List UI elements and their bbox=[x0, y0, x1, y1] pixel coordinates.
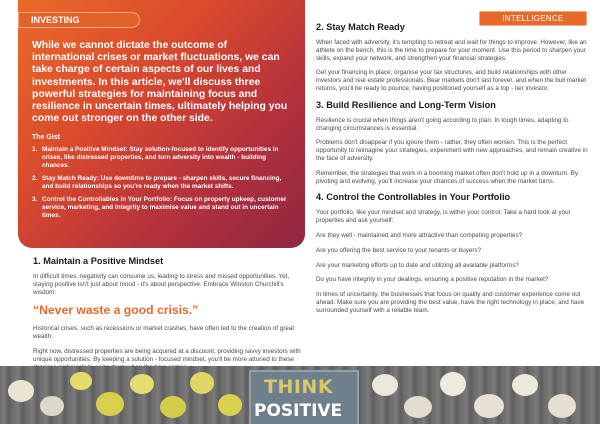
intro-paragraph: While we cannot dictate the outcome of international crises or market fluctuations, we can take charge of certain aspects of our lives and investments. In this article, we'll discuss three powerful strategies for maintaining focus and resilience in uncertain times, ultimately helping you come out stronger on the other side. bbox=[32, 40, 288, 125]
section-1-heading: 1. Maintain a Positive Mindset bbox=[33, 256, 164, 266]
crumpled-paper-white bbox=[440, 372, 466, 396]
section-3-paragraph-1: Resilience is crucial when things aren't going according to plan. In tough times, adapting to changing circumstances is essential. bbox=[316, 116, 569, 132]
sign-line-think: THINK bbox=[264, 376, 334, 398]
gist-item-number: 3. bbox=[32, 196, 38, 204]
investing-tag: INVESTING bbox=[18, 12, 140, 28]
left-column bbox=[33, 256, 305, 378]
crumpled-paper-white bbox=[8, 380, 34, 402]
crumpled-paper-yellow bbox=[160, 396, 186, 418]
section-3-heading: 3. Build Resilience and Long-Term Vision bbox=[316, 99, 496, 110]
section-1-paragraph-3: Right now, distressed properties are being acquired at a discount, providing savvy investors with unique opportunities. By keeping a solution - focused mindset, you'll be more attuned to these bbox=[33, 347, 301, 363]
pull-quote: “Never waste a good crisis.” bbox=[33, 303, 199, 318]
think-positive-sign bbox=[249, 370, 359, 424]
sign-line-positive: POSITIVE bbox=[254, 401, 343, 421]
section-4-question-3: Are your marketing efforts up to date and utilizing all available platforms? bbox=[316, 261, 519, 269]
section-4-paragraph-1: Your portfolio, like your mindset and strategy, is within your control. Take a hard look at your properties and ask yourself: bbox=[316, 209, 571, 225]
gist-list bbox=[32, 146, 291, 219]
section-4-heading: 4. Control the Controllables in Your Portfolio bbox=[316, 192, 511, 203]
gist-item bbox=[32, 196, 291, 219]
section-1-paragraph-1: In difficult times, negativity can consume us, leading to stress and missed opportunities. Yet, staying positive isn't just about mood - it's about perspective. Embrace Winston Churchill's wisdom: bbox=[33, 273, 290, 296]
gist-item-number: 2. bbox=[32, 175, 38, 183]
crumpled-paper-yellow bbox=[190, 372, 214, 394]
section-3-paragraph-2: Problems don't disappear if you ignore them - rather, they often worsen. This is the perfect opportunity to reimagine your strategies, experiment with new approaches, and remain creative in the face of adversity. bbox=[316, 139, 588, 162]
section-4-question-2: Are you offering the best service to your tenants or buyers? bbox=[316, 246, 482, 254]
section-3-paragraph-3: Remember, the strategies that work in a booming market often don't hold up in a downturn. By pivoting and evolving, you'll increase your chances of success when the market turns. bbox=[316, 169, 578, 185]
section-4-question-1: Are they well - maintained and more attractive than competing properties? bbox=[316, 231, 523, 239]
crumpled-paper-white bbox=[512, 374, 538, 396]
gist-title: The Gist bbox=[32, 134, 61, 142]
intro-hero-panel bbox=[18, 0, 305, 248]
section-2-heading: 2. Stay Match Ready bbox=[316, 22, 405, 32]
crumpled-paper-yellow bbox=[130, 374, 154, 394]
gist-item bbox=[32, 146, 291, 169]
gist-item-number: 1. bbox=[32, 146, 38, 154]
section-4-question-4: Do you have integrity in your dealings, ensuring a positive reputation in the market? bbox=[316, 276, 549, 284]
gist-item-text: Stay Match Ready: Use downtime to prepare - sharpen skills, secure financing, and build relationships so you're ready when the market shifts. bbox=[42, 175, 282, 190]
think-positive-photo bbox=[0, 366, 600, 424]
crumpled-paper-white bbox=[40, 396, 64, 416]
crumpled-paper-white bbox=[404, 396, 432, 418]
gist-item-text: Maintain a Positive Mindset: Stay solution-focused to identify opportunities in crises, like distressed properties, and turn adversity into wealth - building chances. bbox=[42, 146, 279, 169]
crumpled-paper-white bbox=[548, 394, 576, 418]
gist-item bbox=[32, 175, 291, 190]
crumpled-paper-yellow bbox=[96, 392, 124, 416]
crumpled-paper-yellow bbox=[70, 372, 92, 390]
section-1-paragraph-2: Historical crises, such as recessions or market crashes, have often led to the creation of great wealth. bbox=[33, 325, 295, 341]
right-column bbox=[316, 22, 588, 322]
section-4-paragraph-2: In times of uncertainty, the businesses that focus on quality and customer experience come out ahead. Make sure you are providing the best value, have the right technology in place, and have surrounded yourself with a reliable team. bbox=[316, 291, 585, 314]
section-2-paragraph-1: When faced with adversity, it's tempting to retreat and wait for things to improve. However, like an athlete on the bench, this is the time to prepare for your moment. Use this period to sharpen your skills, expand your network, and strengthen your financial strategies. bbox=[316, 39, 587, 62]
crumpled-paper-yellow bbox=[218, 394, 242, 416]
gist-item-text: Control the Controllables in Your Portfolio: Focus on property upkeep, customer service, marketing, and integrity to maximise value and stand out in uncertain times. bbox=[42, 196, 287, 219]
crumpled-paper-white bbox=[474, 394, 504, 418]
crumpled-paper-white bbox=[372, 374, 398, 396]
section-2-paragraph-2: Get your financing in place, organise your tax structures, and build relationships with other investors and real estate professionals. Bear markets don't last forever, and when the bull market returns, you'll be ready to pounce, having positioned yourself as a top - tier investor. bbox=[316, 69, 587, 92]
intelligence-tag: INTELLIGENCE bbox=[479, 11, 587, 26]
